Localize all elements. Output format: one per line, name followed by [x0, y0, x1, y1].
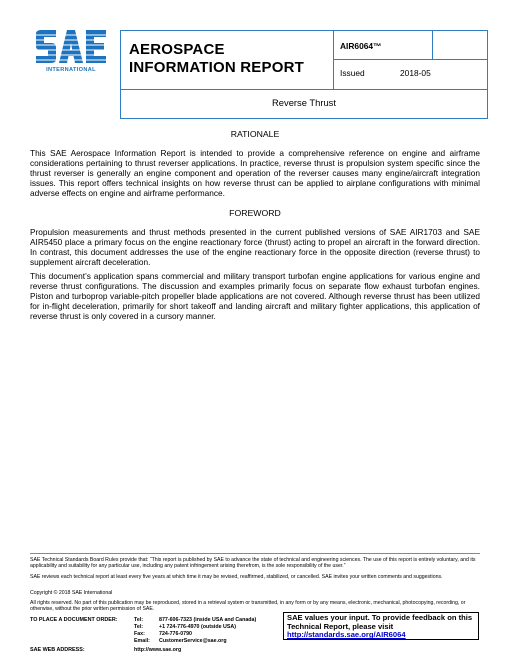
sae-logo-mark: [34, 30, 108, 64]
tel2-value: +1 724-776-4970 (outside USA): [159, 624, 236, 630]
issued-label: Issued: [340, 68, 365, 78]
document-subject: Reverse Thrust: [272, 97, 336, 108]
board-rules-note: SAE Technical Standards Board Rules provide that: “This report is published by SAE to advance the state of technical and engineering sciences. The use of this report is entirely voluntary, and its applicability and suitability for any particular use, including any patent infringement arising therefrom, is the sole responsibility of the user.”: [30, 557, 476, 570]
divider: [333, 59, 488, 60]
tel-label: Tel:: [134, 617, 144, 623]
divider: [432, 31, 433, 59]
logo-text: INTERNATIONAL: [46, 67, 96, 73]
fax-label: Fax:: [134, 631, 145, 637]
foreword-paragraph-2: This document’s application spans commercial and military transport turbofan engine applications for various engine and reverse thrust configurations. The discussion and examples primarily focus on separate flow exhaust turbofan engines. Piston and turboprop variable-pitch propeller blade applications are not covered. Although reverse thrust has been utilized for in-flight deceleration, primarily for short takeoff and landing aircraft and military fighter applications, this application of reverse thrust is only covered in a cursory manner.: [30, 271, 480, 321]
divider: [121, 89, 487, 90]
review-note: SAE reviews each technical report at least every five years at which time it may be revised, reaffirmed, stabilized, or cancelled. SAE invites your written comments and suggestions.: [30, 574, 443, 580]
fax-value: 724-776-0790: [159, 631, 192, 637]
web-address-value[interactable]: http://www.sae.org: [134, 647, 182, 653]
feedback-text-line-2: Technical Report, please visit: [287, 621, 394, 631]
email-label: Email:: [134, 638, 150, 644]
rationale-heading: RATIONALE: [230, 129, 280, 139]
feedback-box: [283, 612, 479, 640]
email-value[interactable]: CustomerService@sae.org: [159, 638, 227, 644]
web-address-label: SAE WEB ADDRESS:: [30, 647, 85, 653]
sae-logo: [34, 30, 108, 80]
feedback-text-line-1: SAE values your input. To provide feedback on this: [287, 613, 473, 622]
footer-divider: [30, 553, 480, 554]
copyright-note: Copyright © 2018 SAE International: [30, 590, 113, 596]
order-label: TO PLACE A DOCUMENT ORDER:: [30, 617, 118, 623]
title-line-2: INFORMATION REPORT: [129, 59, 304, 76]
tel2-label: Tel:: [134, 624, 144, 630]
rationale-paragraph: This SAE Aerospace Information Report is intended to provide a comprehensive reference on engine and airframe considerations pertaining to thrust reverser applications. In practice, reverse thrust is propulsion system specific since the thrust reverser is generally an engine component and operation of the reverser causes many engine/aircraft integration issues. This report offers technical insights on how reverse thrust can be applied to airplane configurations with minimal adverse effects on engine and airframe performance.: [30, 148, 480, 198]
issued-date: 2018-05: [400, 68, 431, 78]
document-number: AIR6064™: [340, 41, 382, 51]
feedback-link[interactable]: http://standards.sae.org/AIR6064: [287, 630, 406, 640]
document-type-title: [129, 41, 329, 77]
foreword-paragraph-1: Propulsion measurements and thrust methods presented in the current published versions of SAE AIR1703 and SAE AIR5450 place a primary focus on the engine reactionary force (thrust) acting to propel an aircraft in the forward direction. In contrast, this document addresses the use of the engine reactionary force in the opposite direction (reverse thrust) to supplement aircraft deceleration.: [30, 227, 480, 267]
title-line-1: AEROSPACE: [129, 41, 225, 58]
foreword-heading: FOREWORD: [229, 208, 281, 218]
rights-note: All rights reserved. No part of this publication may be reproduced, stored in a retrieval system or transmitted, in any form or by any means, electronic, mechanical, photocopying, recording, or otherwise, without the prior written permission of SAE.: [30, 600, 466, 613]
tel-value: 877-606-7323 (inside USA and Canada): [159, 617, 257, 623]
document-header: [120, 30, 488, 119]
divider: [333, 31, 334, 89]
